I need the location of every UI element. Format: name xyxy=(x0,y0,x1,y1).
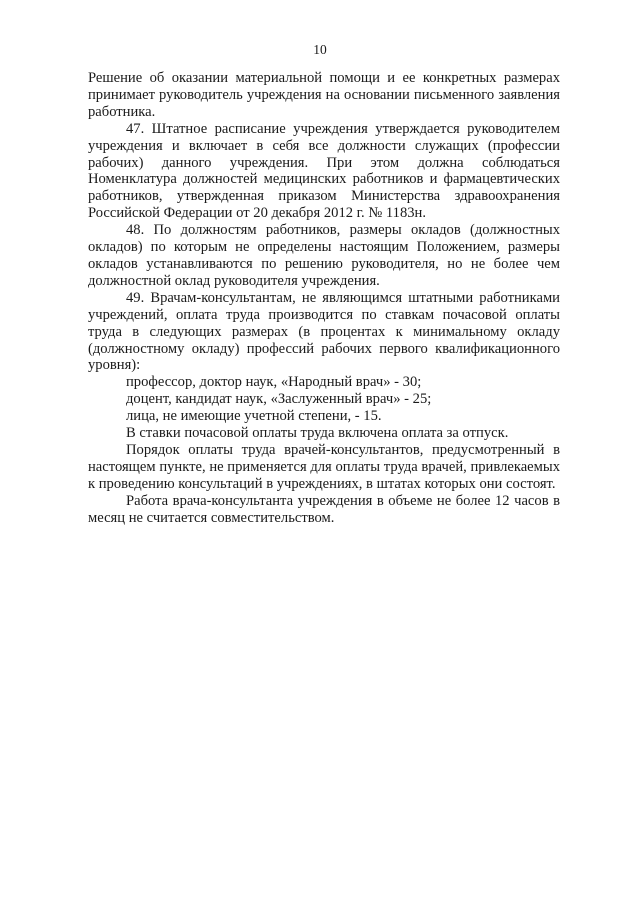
paragraph-vacation-included: В ставки почасовой оплаты труда включена оплата за отпуск. xyxy=(126,425,509,442)
paragraph-not-part-time: Работа врача-консультанта учреждения в объеме не более 12 часов в месяц не считается совместительством. xyxy=(88,492,560,526)
paragraph-material-aid: Решение об оказании материальной помощи и ее конкретных размерах принимает руководитель учреждения на основании письменного заявления работника. xyxy=(88,70,560,120)
page-number: 10 xyxy=(313,42,327,57)
paragraph-payment-procedure: Порядок оплаты труда врачей-консультантов, предусмотренный в настоящем пункте, не применяется для оплаты труда врачей, привлекаемых к проведению консультаций в учреждениях, в штатах которых они состоят. xyxy=(88,441,560,492)
rate-item-no-degree: лица, не имеющие учетной степени, - 15. xyxy=(126,408,382,425)
document-body xyxy=(88,70,560,526)
rate-item-professor: профессор, доктор наук, «Народный врач» - 30; xyxy=(126,374,422,391)
paragraph-47-staff-schedule: 47. Штатное расписание учреждения утверждается руководителем учреждения и включает в себя все должности служащих (профессии рабочих) данного учреждения. При этом должна соблюдаться Номенклатура должностей медицинских работников и фармацевтических работников, утвержденная приказом Министерства здравоохранения Российской Федерации от 20 декабря 2012 г. № 1183н. xyxy=(88,120,560,222)
paragraph-48-salaries: 48. По должностям работников, размеры окладов (должностных окладов) по которым не определены настоящим Положением, размеры окладов устанавливаются по решению руководителя, но не более чем должностной оклад руководителя учреждения. xyxy=(88,222,560,289)
paragraph-49-consultants: 49. Врачам-консультантам, не являющимся штатными работниками учреждений, оплата труда производится по ставкам почасовой оплаты труда в следующих размерах (в процентах к минимальному окладу (должностному окладу) профессий рабочих первого квалификационного уровня): xyxy=(88,289,560,374)
rate-item-docent: доцент, кандидат наук, «Заслуженный врач» - 25; xyxy=(126,391,432,408)
